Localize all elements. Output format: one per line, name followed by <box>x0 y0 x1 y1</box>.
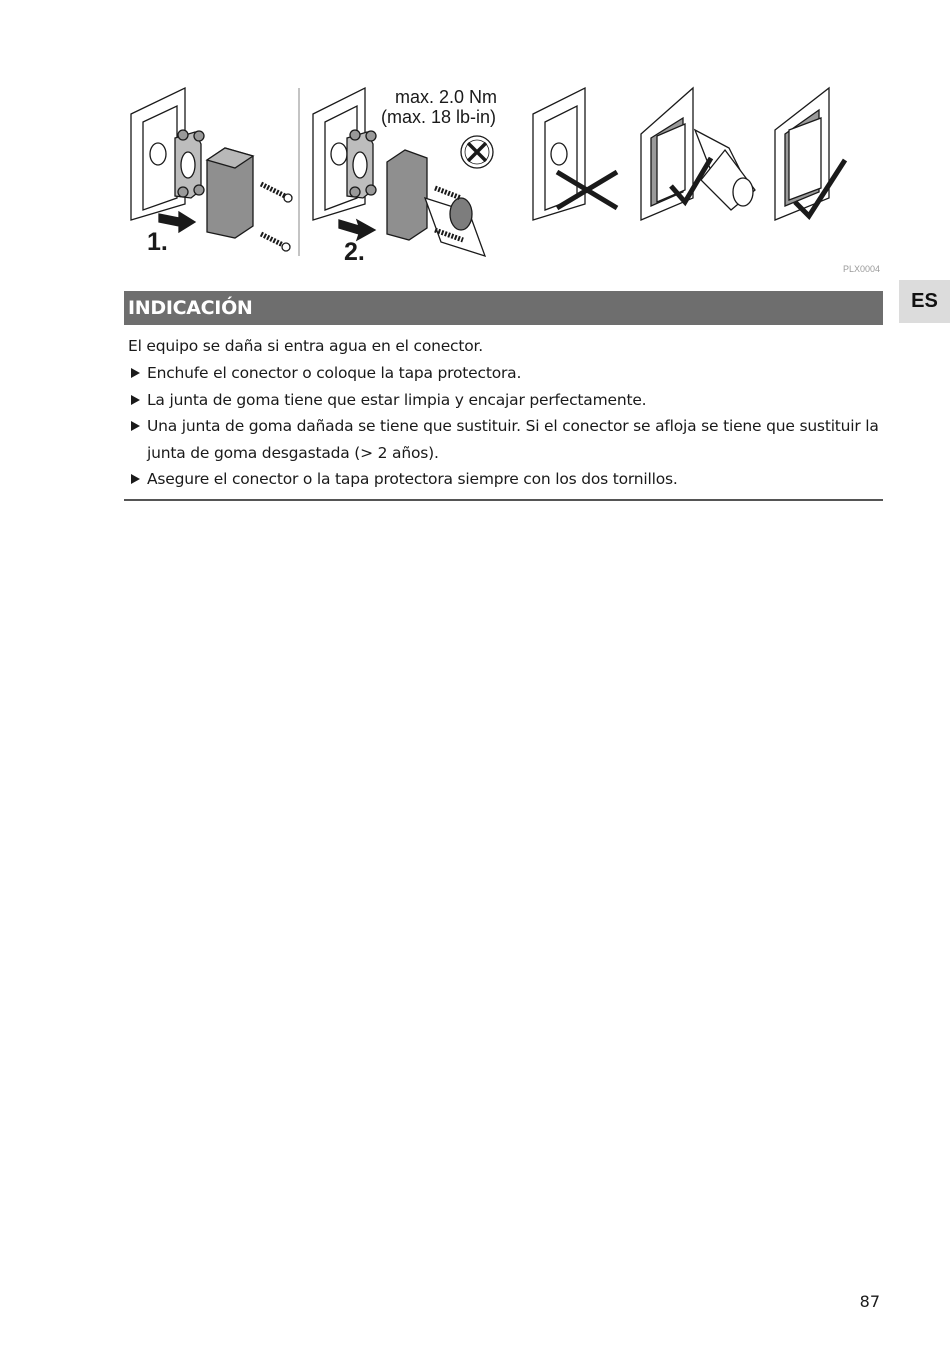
page-number: 87 <box>859 1292 880 1311</box>
list-item <box>128 466 883 493</box>
list-item-text: La junta de goma tiene que estar limpia y encajar perfectamente. <box>147 390 647 409</box>
list-item-text: Asegure el conector o la tapa protectora siempre con los dos tornillos. <box>147 470 678 488</box>
connector-installation-illustration <box>125 80 885 270</box>
torque-line1: max. 2.0 Nm <box>395 87 498 107</box>
notice-body <box>124 325 883 493</box>
arrow-icon <box>131 395 140 405</box>
notice-box <box>124 291 883 501</box>
panel-5-cap-correct <box>775 88 845 220</box>
arrow-icon <box>131 368 140 378</box>
step-1-label: 1. <box>147 228 168 256</box>
panel-3-no-cover-wrong <box>533 88 617 220</box>
notice-title: INDICACIÓN <box>124 291 883 325</box>
panel-4-connector-correct <box>641 88 755 220</box>
notice-list <box>128 360 883 493</box>
list-item <box>128 413 883 466</box>
list-item <box>128 360 883 387</box>
arrow-icon <box>131 474 140 484</box>
step-2-label: 2. <box>344 238 365 266</box>
figure-reference: PLX0004 <box>842 264 880 274</box>
torque-line2: (max. 18 lb-in) <box>381 107 497 127</box>
list-item-text: Enchufe el conector o coloque la tapa protectora. <box>147 364 522 382</box>
list-item-text: Una junta de goma dañada se tiene que sustituir. Si el conector se afloja se tiene que sustituir la junta de goma desgastada (> 2 años). <box>147 417 879 462</box>
notice-bottom-rule <box>124 499 883 501</box>
list-item <box>128 387 883 414</box>
installation-figure <box>125 80 885 270</box>
notice-intro: El equipo se daña si entra agua en el conector. <box>128 337 484 355</box>
language-tab: ES <box>899 280 950 323</box>
panel-1-remove-cap <box>131 88 292 251</box>
arrow-icon <box>131 421 140 431</box>
